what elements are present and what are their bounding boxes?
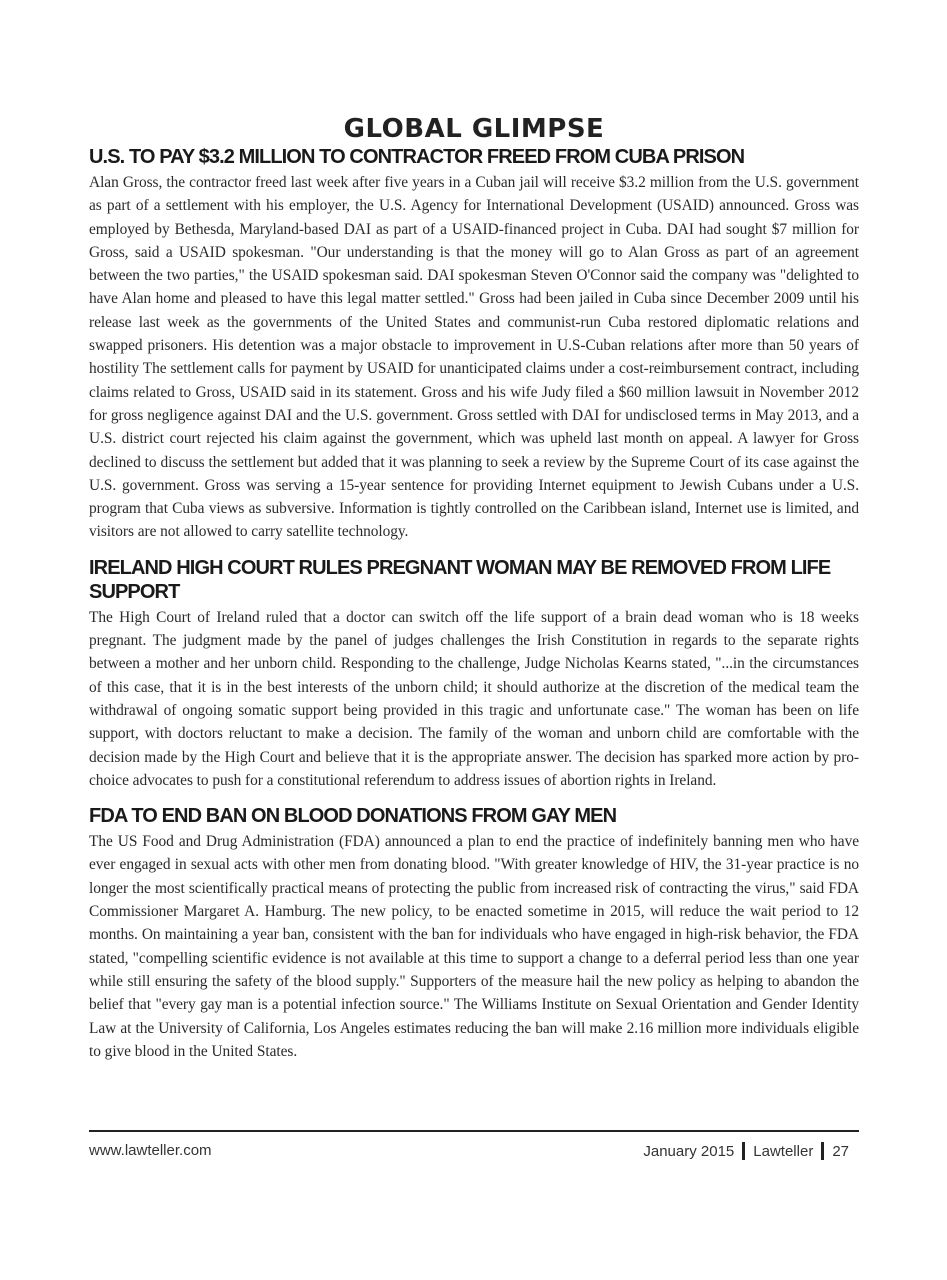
footer-separator bbox=[821, 1142, 824, 1160]
section-title: GLOBAL GLIMPSE bbox=[343, 114, 605, 144]
footer-publication: Lawteller bbox=[753, 1142, 814, 1160]
footer-divider bbox=[89, 1130, 859, 1132]
article-body: The High Court of Ireland ruled that a doctor can switch off the life support of a brain dead woman who is 18 weeks pregnant. The judgment made by the panel of judges challenges the Irish Constitution in regards to the separate rights between a mother and her unborn child. Responding to the challenge, Judge Nicholas Kearns stated, "...in the circumstances of this case, that it is in the best interests of the unborn child; it should authorize at the discretion of the medical team the withdrawal of ongoing somatic support being provided in this tragic and unfortunate case." The woman has been on life support, with doctors reluctant to make a decision. The family of the woman and unborn child are comfortable with the decision made by the High Court and believe that it is the appropriate answer. The decision has sparked more action by pro-choice advocates to push for a constitutional referendum to address issues of abortion rights in Ireland. bbox=[89, 608, 859, 789]
article-ireland-high-court bbox=[89, 556, 859, 792]
footer-website: www.lawteller.com bbox=[89, 1142, 212, 1159]
footer-date: January 2015 bbox=[643, 1142, 735, 1160]
footer-page-number: 27 bbox=[832, 1142, 849, 1160]
article-cuba-contractor bbox=[89, 145, 859, 544]
footer-separator bbox=[742, 1142, 745, 1160]
article-headline: U.S. TO PAY $3.2 MILLION TO CONTRACTOR FREED FROM CUBA PRISON bbox=[89, 146, 745, 168]
page-content bbox=[89, 113, 859, 1075]
article-headline: FDA TO END BAN ON BLOOD DONATIONS FROM GAY MEN bbox=[89, 805, 617, 828]
footer-right bbox=[643, 1142, 849, 1160]
article-body: The US Food and Drug Administration (FDA) announced a plan to end the practice of indefinitely banning men who have ever engaged in sexual acts with other men from donating blood. "With greater knowledge of HIV, the 31-year practice is no longer the most scientifically practical means of protecting the public from increased risk of contracting the virus," said FDA Commissioner Margaret A. Hamburg. The new policy, to be enacted sometime in 2015, will reduce the wait period to 12 months. On maintaining a year ban, consistent with the ban for individuals who have engaged in high-risk behavior, the FDA stated, "compelling scientific evidence is not available at this time to support a change to a deferral period less than one year while still ensuring the safety of the blood supply." Supporters of the measure hail the new policy as helping to abandon the belief that "every gay man is a potential infection source." The Williams Institute on Sexual Orientation and Gender Identity Law at the University of California, Los Angeles estimates reducing the ban will make 2.16 million more individuals eligible to give blood in the United States. bbox=[89, 833, 859, 1060]
article-body: Alan Gross, the contractor freed last week after five years in a Cuban jail will receive $3.2 million from the U.S. government as part of a settlement with his employer, the U.S. Agency for International Development (USAID) announced. Gross was employed by Bethesda, Maryland-based DAI as part of a USAID-financed project in Cuba. DAI had sought $7 million for Gross, said a USAID spokesman. "Our understanding is that the money will go to Alan Gross as part of an agreement between the two parties," the USAID spokesman said. DAI spokesman Steven O'Connor said the company was "delighted to have Alan home and pleased to have this legal matter settled." Gross had been jailed in Cuba since December 2009 until his release last week as the governments of the United States and communist-run Cuba restored diplomatic relations and swapped prisoners. His detention was a major obstacle to improvement in U.S-Cuban relations after more than 50 years of hostility The settlement calls for payment by USAID for unanticipated claims under a cost-reimbursement contract, including claims related to Gross, USAID said in its statement. Gross and his wife Judy filed a $60 million lawsuit in November 2012 for gross negligence against DAI and the U.S. government. Gross settled with DAI for undisclosed terms in May 2013, and a U.S. district court rejected his claim against the government, which was upheld last month on appeal. A lawyer for Gross declined to discuss the settlement but added that it was planning to seek a review by the Supreme Court of its case against the U.S. government. Gross was serving a 15-year sentence for providing Internet equipment to Jewish Cubans under a U.S. program that Cuba views as subversive. Information is tightly controlled on the Caribbean island, Internet use is limited, and visitors are not allowed to carry satellite technology. bbox=[89, 174, 859, 541]
article-headline: IRELAND HIGH COURT RULES PREGNANT WOMAN MAY BE REMOVED FROM LIFE SUPPORT bbox=[89, 556, 831, 603]
article-fda-blood-ban bbox=[89, 804, 859, 1063]
